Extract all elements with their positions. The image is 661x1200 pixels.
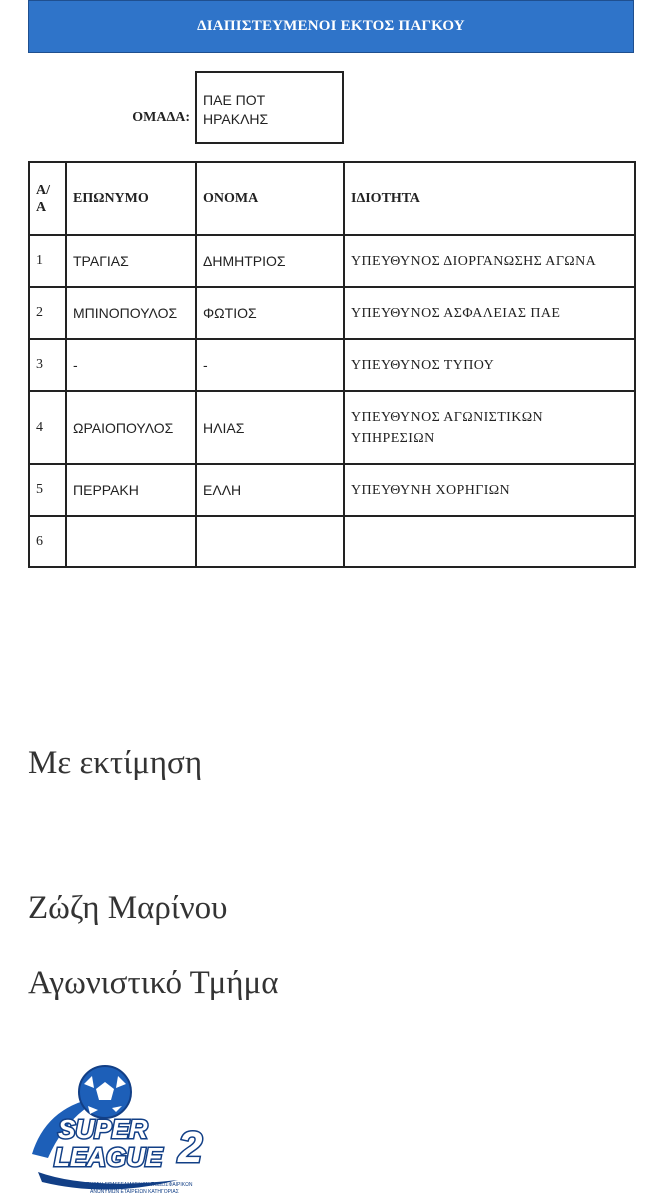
accredited-personnel-table: [28, 161, 636, 568]
row-role: [344, 516, 635, 567]
row-surname: [66, 516, 196, 567]
row-name: ΗΛΙΑΣ: [196, 391, 344, 464]
logo-caption-line1: ΕΝΩΣΗ ΕΠΑΓΓΕΛΜΑΤΙΚΩΝ ΠΟΔΟΣΦΑΙΡΙΚΩΝ: [86, 1182, 193, 1188]
document-title: ΔΙΑΠΙΣΤΕΥΜΕΝΟΙ ΕΚΤΟΣ ΠΑΓΚΟΥ: [197, 18, 465, 34]
row-number: 3: [29, 339, 66, 391]
row-name: ΔΗΜΗΤΡΙΟΣ: [196, 235, 344, 287]
table-row: [29, 287, 635, 339]
row-number: 2: [29, 287, 66, 339]
row-number: 5: [29, 464, 66, 516]
logo-word-league: LEAGUE: [54, 1142, 163, 1172]
row-number: 6: [29, 516, 66, 567]
row-role: ΥΠΕΥΘΥΝΟΣ ΑΣΦΑΛΕΙΑΣ ΠΑΕ: [344, 287, 635, 339]
table-row: [29, 235, 635, 287]
table-row: [29, 391, 635, 464]
row-name: [196, 516, 344, 567]
header-role: ΙΔΙΟΤΗΤΑ: [344, 162, 635, 235]
table-row: [29, 339, 635, 391]
row-surname: ΤΡΑΓΙΑΣ: [66, 235, 196, 287]
header-name: ΟΝΟΜΑ: [196, 162, 344, 235]
header-aa: Α/ Α: [29, 162, 66, 235]
row-name: ΦΩΤΙΟΣ: [196, 287, 344, 339]
logo-caption-line2: ΑΝΩΝΥΜΩΝ ΕΤΑΙΡΕΙΩΝ ΚΑΤΗΓΟΡΙΑΣ: [90, 1189, 179, 1195]
row-surname: ΜΠΙΝΟΠΟΥΛΟΣ: [66, 287, 196, 339]
header-surname: ΕΠΩΝΥΜΟ: [66, 162, 196, 235]
row-number: 4: [29, 391, 66, 464]
team-name-box: [195, 71, 344, 144]
row-number: 1: [29, 235, 66, 287]
row-surname: ΩΡΑΙΟΠΟΥΛΟΣ: [66, 391, 196, 464]
team-name-line1: ΠΑΕ ΠΟΤ: [203, 92, 266, 108]
table-header-row: [29, 162, 635, 235]
table-row: [29, 464, 635, 516]
row-name: ΕΛΛΗ: [196, 464, 344, 516]
logo-number: 2: [178, 1123, 203, 1172]
signer-name: Ζώζη Μαρίνου: [28, 890, 228, 926]
soccer-ball-icon: [79, 1066, 131, 1118]
team-name-line2: ΗΡΑΚΛΗΣ: [203, 111, 269, 127]
signer-department: Αγωνιστικό Τμήμα: [28, 965, 279, 1001]
row-role: ΥΠΕΥΘΥΝΟΣ ΔΙΟΡΓΑΝΩΣΗΣ ΑΓΩΝΑ: [344, 235, 635, 287]
row-surname: ΠΕΡΡΑΚΗ: [66, 464, 196, 516]
row-role: ΥΠΕΥΘΥΝΟΣ ΤΥΠΟΥ: [344, 339, 635, 391]
logo-word-super: SUPER: [58, 1114, 148, 1144]
row-surname: -: [66, 339, 196, 391]
table-row: [29, 516, 635, 567]
document-title-bar: [28, 0, 634, 53]
row-role: ΥΠΕΥΘΥΝΟΣ ΑΓΩΝΙΣΤΙΚΩΝ ΥΠΗΡΕΣΙΩΝ: [344, 391, 635, 464]
row-role: ΥΠΕΥΘΥΝΗ ΧΟΡΗΓΙΩΝ: [344, 464, 635, 516]
closing-text: Με εκτίμηση: [28, 745, 203, 781]
team-label: ΟΜΑΔΑ:: [132, 110, 190, 125]
row-name: -: [196, 339, 344, 391]
super-league-2-logo: [28, 1062, 228, 1200]
